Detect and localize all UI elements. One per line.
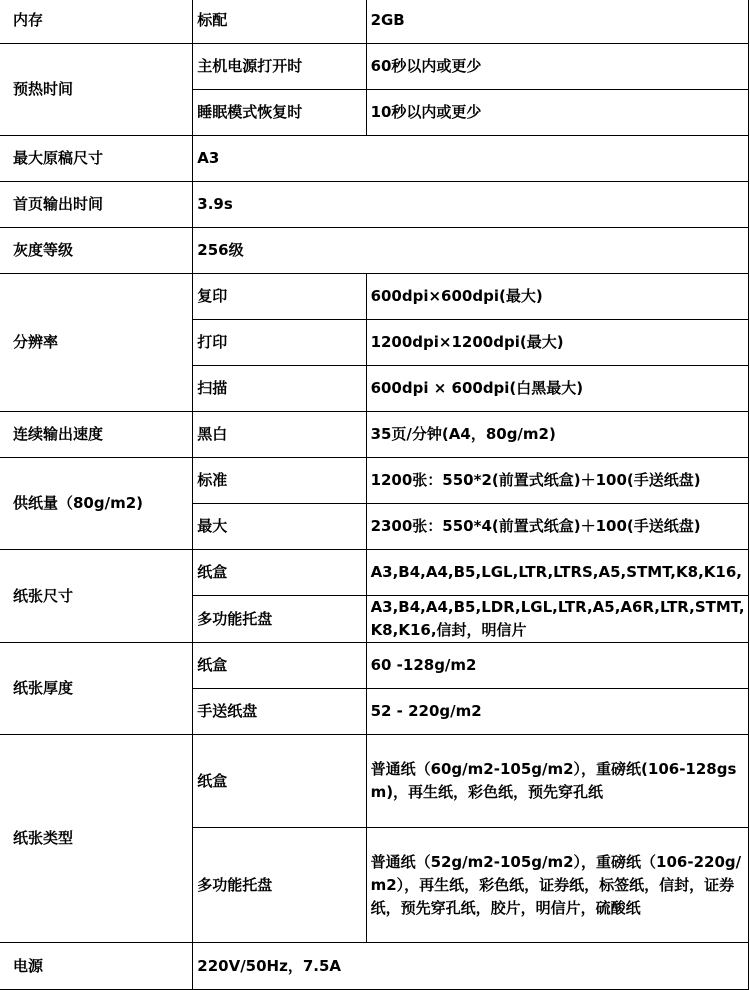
spec-label: 分辨率 [0,274,193,412]
spec-label: 供纸量（80g/m2) [0,458,193,550]
spec-sub-label: 纸盒 [193,643,366,689]
spec-sub-label: 多功能托盘 [193,828,366,943]
table-row [0,458,749,504]
spec-label: 纸张尺寸 [0,550,193,643]
spec-label: 首页输出时间 [0,182,193,228]
spec-label: 预热时间 [0,44,193,136]
spec-value: 普通纸（52g/m2-105g/m2），重磅纸（106-220g/m2），再生纸，彩色纸，证券纸，标签纸，信封，证券纸，预先穿孔纸，胶片，明信片，硫酸纸 [366,828,748,943]
spec-value: 256级 [193,228,749,274]
spec-value: A3,B4,A4,B5,LDR,LGL,LTR,A5,A6R,LTR,STMT,K8,K16,信封，明信片 [366,596,748,643]
table-row [0,136,749,182]
spec-value: 35页/分钟(A4，80g/m2) [366,412,748,458]
spec-value: 60 -128g/m2 [366,643,748,689]
table-row [0,274,749,320]
spec-sub-label: 打印 [193,320,366,366]
table-row [0,550,749,596]
spec-label: 灰度等级 [0,228,193,274]
spec-value: 10秒以内或更少 [366,90,748,136]
spec-sub-label: 最大 [193,504,366,550]
spec-value: 600dpi×600dpi(最大) [366,274,748,320]
spec-label: 纸张类型 [0,735,193,943]
spec-value: A3 [193,136,749,182]
spec-sub-label: 睡眠模式恢复时 [193,90,366,136]
spec-value: 52 - 220g/m2 [366,689,748,735]
spec-sub-label: 主机电源打开时 [193,44,366,90]
spec-sub-label: 纸盒 [193,735,366,828]
table-row [0,643,749,689]
spec-sub-label: 手送纸盘 [193,689,366,735]
spec-value: 600dpi × 600dpi(白黑最大) [366,366,748,412]
spec-value: 3.9s [193,182,749,228]
table-row [0,943,749,990]
spec-value: 2GB [366,0,748,44]
spec-sub-label: 黑白 [193,412,366,458]
spec-sub-label: 扫描 [193,366,366,412]
table-row [0,228,749,274]
spec-value: 普通纸（60g/m2-105g/m2），重磅纸(106-128gsm)，再生纸，彩色纸，预先穿孔纸 [366,735,748,828]
spec-label: 连续输出速度 [0,412,193,458]
spec-sub-label: 多功能托盘 [193,596,366,643]
spec-sub-label: 标配 [193,0,366,44]
spec-label: 内存 [0,0,193,44]
spec-label: 最大原稿尺寸 [0,136,193,182]
spec-value: 1200dpi×1200dpi(最大) [366,320,748,366]
table-row [0,412,749,458]
table-row [0,735,749,828]
spec-label: 纸张厚度 [0,643,193,735]
spec-sub-label: 纸盒 [193,550,366,596]
table-row [0,182,749,228]
spec-sub-label: 复印 [193,274,366,320]
table-row [0,44,749,90]
spec-value: 1200张：550*2(前置式纸盒)＋100(手送纸盘) [366,458,748,504]
spec-value: 220V/50Hz，7.5A [193,943,749,990]
spec-value: 2300张：550*4(前置式纸盒)＋100(手送纸盘) [366,504,748,550]
spec-value: A3,B4,A4,B5,LGL,LTR,LTRS,A5,STMT,K8,K16, [366,550,748,596]
spec-value: 60秒以内或更少 [366,44,748,90]
spec-sub-label: 标准 [193,458,366,504]
spec-label: 电源 [0,943,193,990]
table-row [0,0,749,44]
